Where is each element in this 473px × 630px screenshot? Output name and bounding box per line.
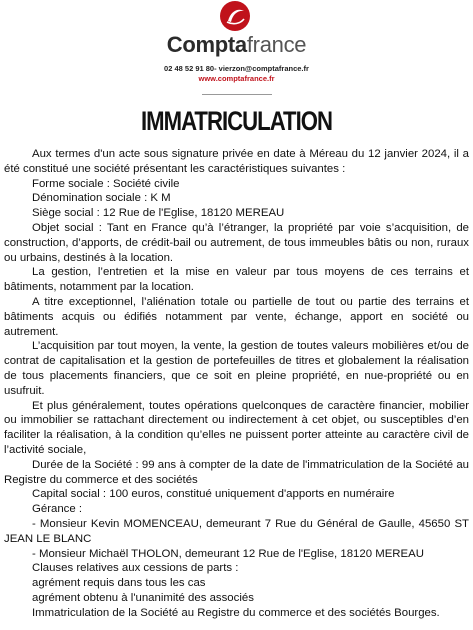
paragraph-duree: Durée de la Société : 99 ans à compter de la date de l'immatriculation de la Société au Registre du commerce et des sociétés [4,458,469,486]
paragraph-acquisition: L’acquisition par tout moyen, la vente, la gestion de toutes valeurs mobilières et/ou de contrat de capitalisation et la gestion de portefeuilles de titres et globalement la réalisation de tous placements financiers, que ce soit en pleine propriété, en nue-propriété ou en usufruit. [4,340,469,397]
website-link[interactable]: www.comptafrance.fr [198,74,275,83]
paragraph-capital: Capital social : 100 euros, constitué uniquement d'apports en numéraire [32,488,395,501]
paragraph-gerant-2: - Monsieur Michaël THOLON, demeurant 12 Rue de l'Eglise, 18120 MEREAU [32,547,424,560]
paragraph-gestion: La gestion, l’entretien et la mise en valeur par tous moyens de ces terrains et bâtiments, notamment par la location. [4,266,469,294]
paragraph-agrement-requis: agrément requis dans tous les cas [32,577,206,590]
paragraph-general: Et plus généralement, toutes opérations quelconques de caractère financier, mobilier ou immobilier se rattachant directement ou indirectement à cet objet, ou susceptibles d’en faciliter la réalisation, à la condition qu’elles ne puissent porter atteinte au caractère civil de l’activité sociale, [4,399,469,456]
contact-line: 02 48 52 91 80- vierzon@comptafrance.fr [164,64,309,73]
announcement-body [4,147,469,621]
paragraph-immatriculation: Immatriculation de la Société au Registre du commerce et des sociétés Bourges. [32,606,440,619]
paragraph-gerant-1: - Monsieur Kevin MOMENCEAU, demeurant 7 Rue du Général de Gaulle, 45650 ST JEAN LE BLANC [4,517,469,545]
paragraph-objet: Objet social : Tant en France qu’à l’étranger, la propriété par voie s’acquisition, de construction, d’apports, de crédit-bail ou autrement, de tous immeubles bâtis ou non, ruraux ou urbains, destinés à la location. [4,221,469,264]
paragraph-clauses: Clauses relatives aux cessions de parts : [32,562,239,575]
paragraph-forme: Forme sociale : Société civile [32,177,180,190]
paragraph-siege: Siège social : 12 Rue de l'Eglise, 18120 MEREAU [32,207,285,220]
header-divider [202,94,272,95]
paragraph-agrement-obtenu: agrément obtenu à l'unanimité des associés [32,591,254,604]
paragraph-intro: Aux termes d'un acte sous signature privée en date à Méreau du 12 janvier 2024, il a été constitué une société présentant les caractéristiques suivantes : [4,148,469,175]
brand-name-light: france [246,32,307,57]
brand-name-bold: Compta [166,32,247,57]
paragraph-gerance: Gérance : [32,503,83,516]
announcement-title: IMMATRICULATION [140,106,333,136]
paragraph-denomination: Dénomination sociale : K M [32,192,171,205]
paragraph-alienation: A titre exceptionnel, l’aliénation totale ou partielle de tout ou partie des terrains et bâtiments acquis ou édifiés notamment par vente, échange, apport en société ou autrement. [4,295,469,338]
comptafrance-logo-icon [219,0,251,32]
brand-name [0,32,473,58]
